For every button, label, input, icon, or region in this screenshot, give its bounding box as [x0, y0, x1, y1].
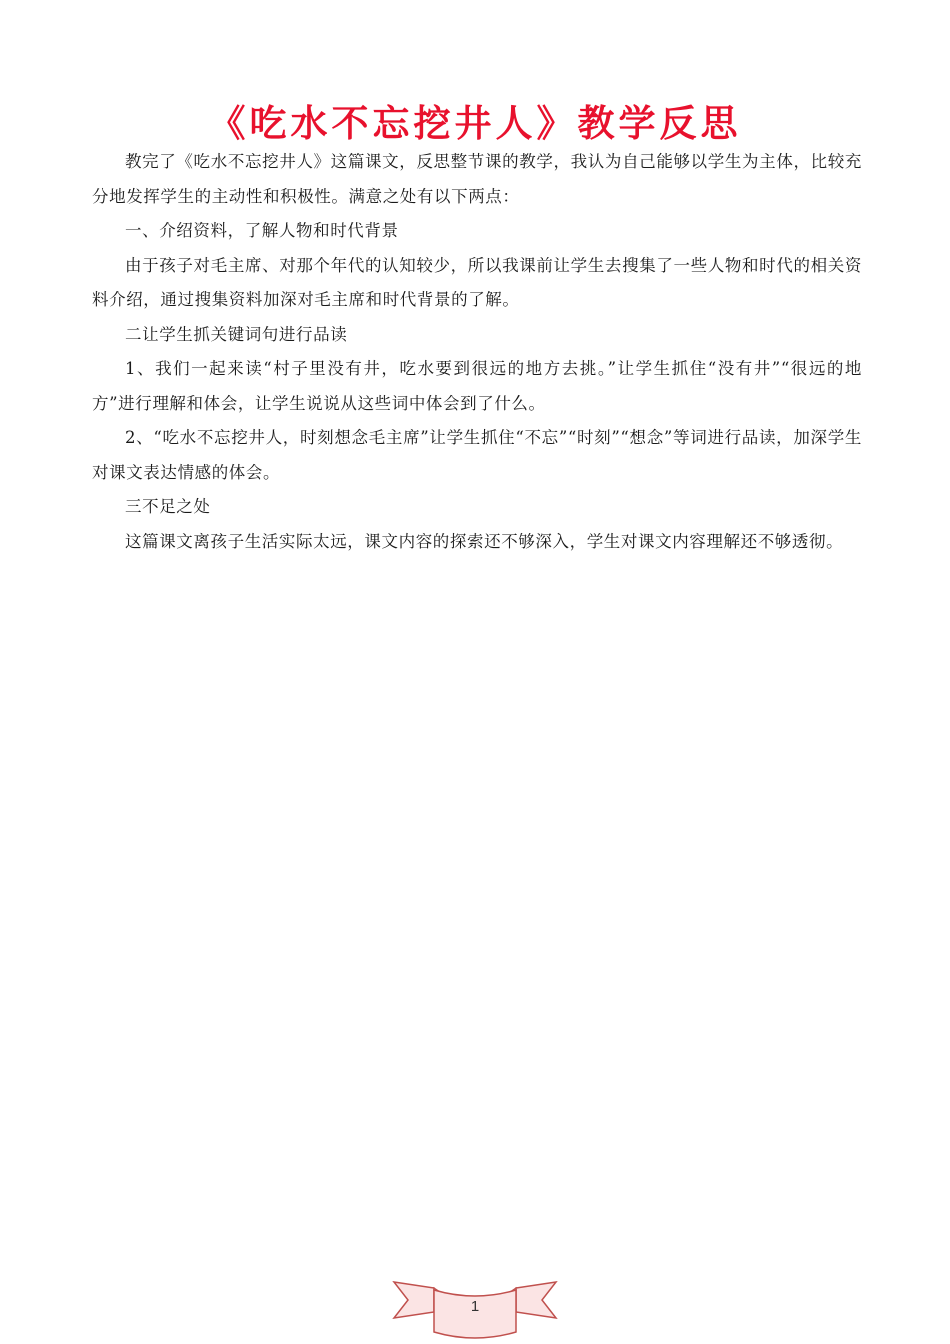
page-number: 1	[470, 1298, 480, 1315]
paragraph-section-1: 由于孩子对毛主席、对那个年代的认知较少，所以我课前让学生去搜集了一些人物和时代的相关资料介绍，通过搜集资料加深对毛主席和时代背景的了解。	[92, 255, 862, 309]
document-title: 《吃水不忘挖井人》教学反思	[208, 102, 742, 145]
page-footer	[390, 1268, 560, 1344]
section-heading-3: 三不足之处	[125, 497, 211, 516]
paragraph-intro: 教完了《吃水不忘挖井人》这篇课文，反思整节课的教学，我认为自己能够以学生为主体，比较充分地发挥学生的主动性和积极性。满意之处有以下两点：	[92, 152, 862, 206]
paragraph-point-1: 1、我们一起来读“村子里没有井，吃水要到很远的地方去挑。”让学生抓住“没有井”“很远的地方”进行理解和体会，让学生说说从这些词中体会到了什么。	[92, 359, 862, 413]
section-heading-2: 二让学生抓关键词句进行品读	[125, 324, 348, 344]
document-body	[92, 145, 862, 559]
section-heading-1: 一、介绍资料，了解人物和时代背景	[125, 221, 399, 240]
paragraph-section-3: 这篇课文离孩子生活实际太远，课文内容的探索还不够深入，学生对课文内容理解还不够透彻。	[125, 531, 844, 551]
paragraph-point-2: 2、“吃水不忘挖井人，时刻想念毛主席”让学生抓住“不忘”“时刻”“想念”等词进行品读，加深学生对课文表达情感的体会。	[92, 428, 862, 482]
